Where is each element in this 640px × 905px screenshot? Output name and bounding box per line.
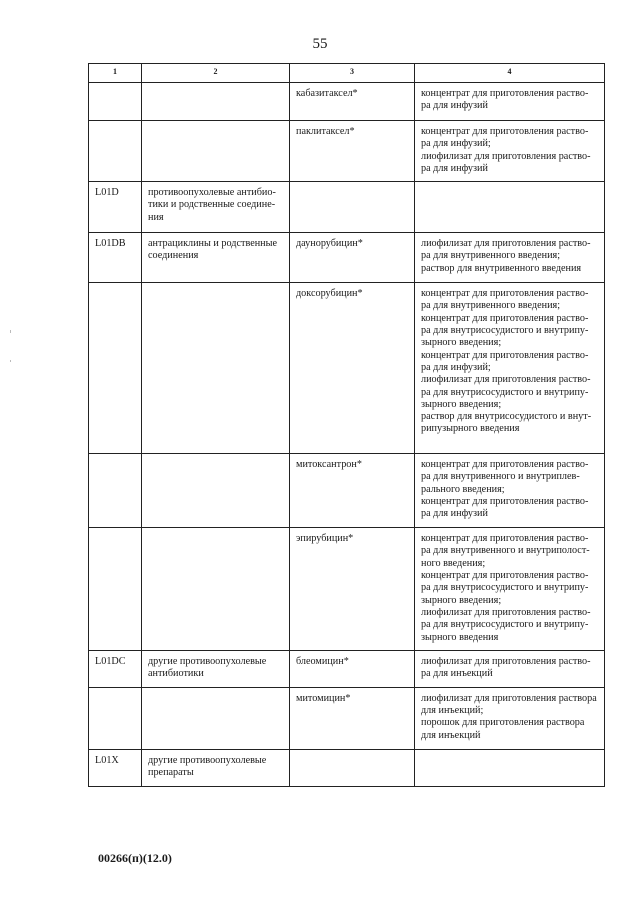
table-row	[89, 749, 605, 786]
group-cell	[142, 687, 290, 749]
table-row	[89, 454, 605, 528]
drug-name-cell: кабазитаксел*	[290, 83, 415, 121]
atc-code-cell	[89, 528, 142, 651]
atc-code-cell	[89, 454, 142, 528]
group-cell: антрациклины и родственные соединения	[142, 233, 290, 283]
group-cell	[142, 454, 290, 528]
table-row	[89, 283, 605, 454]
group-cell	[142, 528, 290, 651]
drug-name-cell	[290, 749, 415, 786]
dosage-form-cell: концентрат для приготовления раство- ра для внутривенного и внутриполост- ного введения; концентрат для приготовления раство- ра для внутрисосудистого и внутрипу- зырного введения; лиофилизат для приготовления раство- ра для внутрисосудистого и внутрипу- зырного введения	[415, 528, 605, 651]
group-cell	[142, 121, 290, 182]
atc-code-cell: L01DC	[89, 650, 142, 687]
drug-name-cell: доксорубицин*	[290, 283, 415, 454]
atc-code-cell: L01X	[89, 749, 142, 786]
group-cell	[142, 283, 290, 454]
drug-name-cell: митоксантрон*	[290, 454, 415, 528]
header-col-2: 2	[142, 64, 290, 83]
atc-code-cell	[89, 687, 142, 749]
medication-table	[88, 63, 605, 787]
header-col-3: 3	[290, 64, 415, 83]
group-cell: противоопухолевые антибио- тики и родственные соедине- ния	[142, 182, 290, 233]
group-cell	[142, 83, 290, 121]
header-col-1: 1	[89, 64, 142, 83]
dosage-form-cell: концентрат для приготовления раство- ра для инфузий; лиофилизат для приготовления раство- ра для инфузий	[415, 121, 605, 182]
drug-name-cell: блеомицин*	[290, 650, 415, 687]
group-cell: другие противоопухолевые препараты	[142, 749, 290, 786]
drug-name-cell: митомицин*	[290, 687, 415, 749]
dosage-form-cell	[415, 749, 605, 786]
table-row	[89, 182, 605, 233]
atc-code-cell	[89, 83, 142, 121]
table-row	[89, 233, 605, 283]
dosage-form-cell: лиофилизат для приготовления раство- ра для инъекций	[415, 650, 605, 687]
drug-name-cell	[290, 182, 415, 233]
dosage-form-cell: концентрат для приготовления раство- ра для инфузий	[415, 83, 605, 121]
atc-code-cell	[89, 283, 142, 454]
document-code: 00266(п)(12.0)	[98, 851, 172, 865]
dosage-form-cell: концентрат для приготовления раство- ра для внутривенного введения; концентрат для приготовления раство- ра для внутрисосудистого и внутрипу- зырного введения; концентрат для приготовления раство- ра для инфузий; лиофилизат для приготовления раство- ра для внутрисосудистого и внутрипу- зырного введения; раствор для внутрисосудистого и внут- рипузырного введения	[415, 283, 605, 454]
table-row	[89, 121, 605, 182]
atc-code-cell: L01D	[89, 182, 142, 233]
dosage-form-cell: концентрат для приготовления раство- ра для внутривенного и внутриплев- рального введения; концентрат для приготовления раство- ра для инфузий	[415, 454, 605, 528]
drug-name-cell: паклитаксел*	[290, 121, 415, 182]
atc-code-cell	[89, 121, 142, 182]
header-col-4: 4	[415, 64, 605, 83]
group-cell: другие противоопухолевые антибиотики	[142, 650, 290, 687]
atc-code-cell: L01DB	[89, 233, 142, 283]
dosage-form-cell: лиофилизат для приготовления раствора для инъекций; порошок для приготовления раствора для инъекций	[415, 687, 605, 749]
drug-name-cell: эпирубицин*	[290, 528, 415, 651]
drug-name-cell: даунорубицин*	[290, 233, 415, 283]
table-row	[89, 83, 605, 121]
table-row	[89, 528, 605, 651]
scan-mark	[10, 330, 11, 333]
header-row	[89, 64, 605, 83]
page-number: 55	[312, 36, 328, 52]
scan-mark	[10, 360, 11, 362]
dosage-form-cell	[415, 182, 605, 233]
table-row	[89, 687, 605, 749]
dosage-form-cell: лиофилизат для приготовления раство- ра для внутривенного введения; раствор для внутривенного введения	[415, 233, 605, 283]
table-row	[89, 650, 605, 687]
